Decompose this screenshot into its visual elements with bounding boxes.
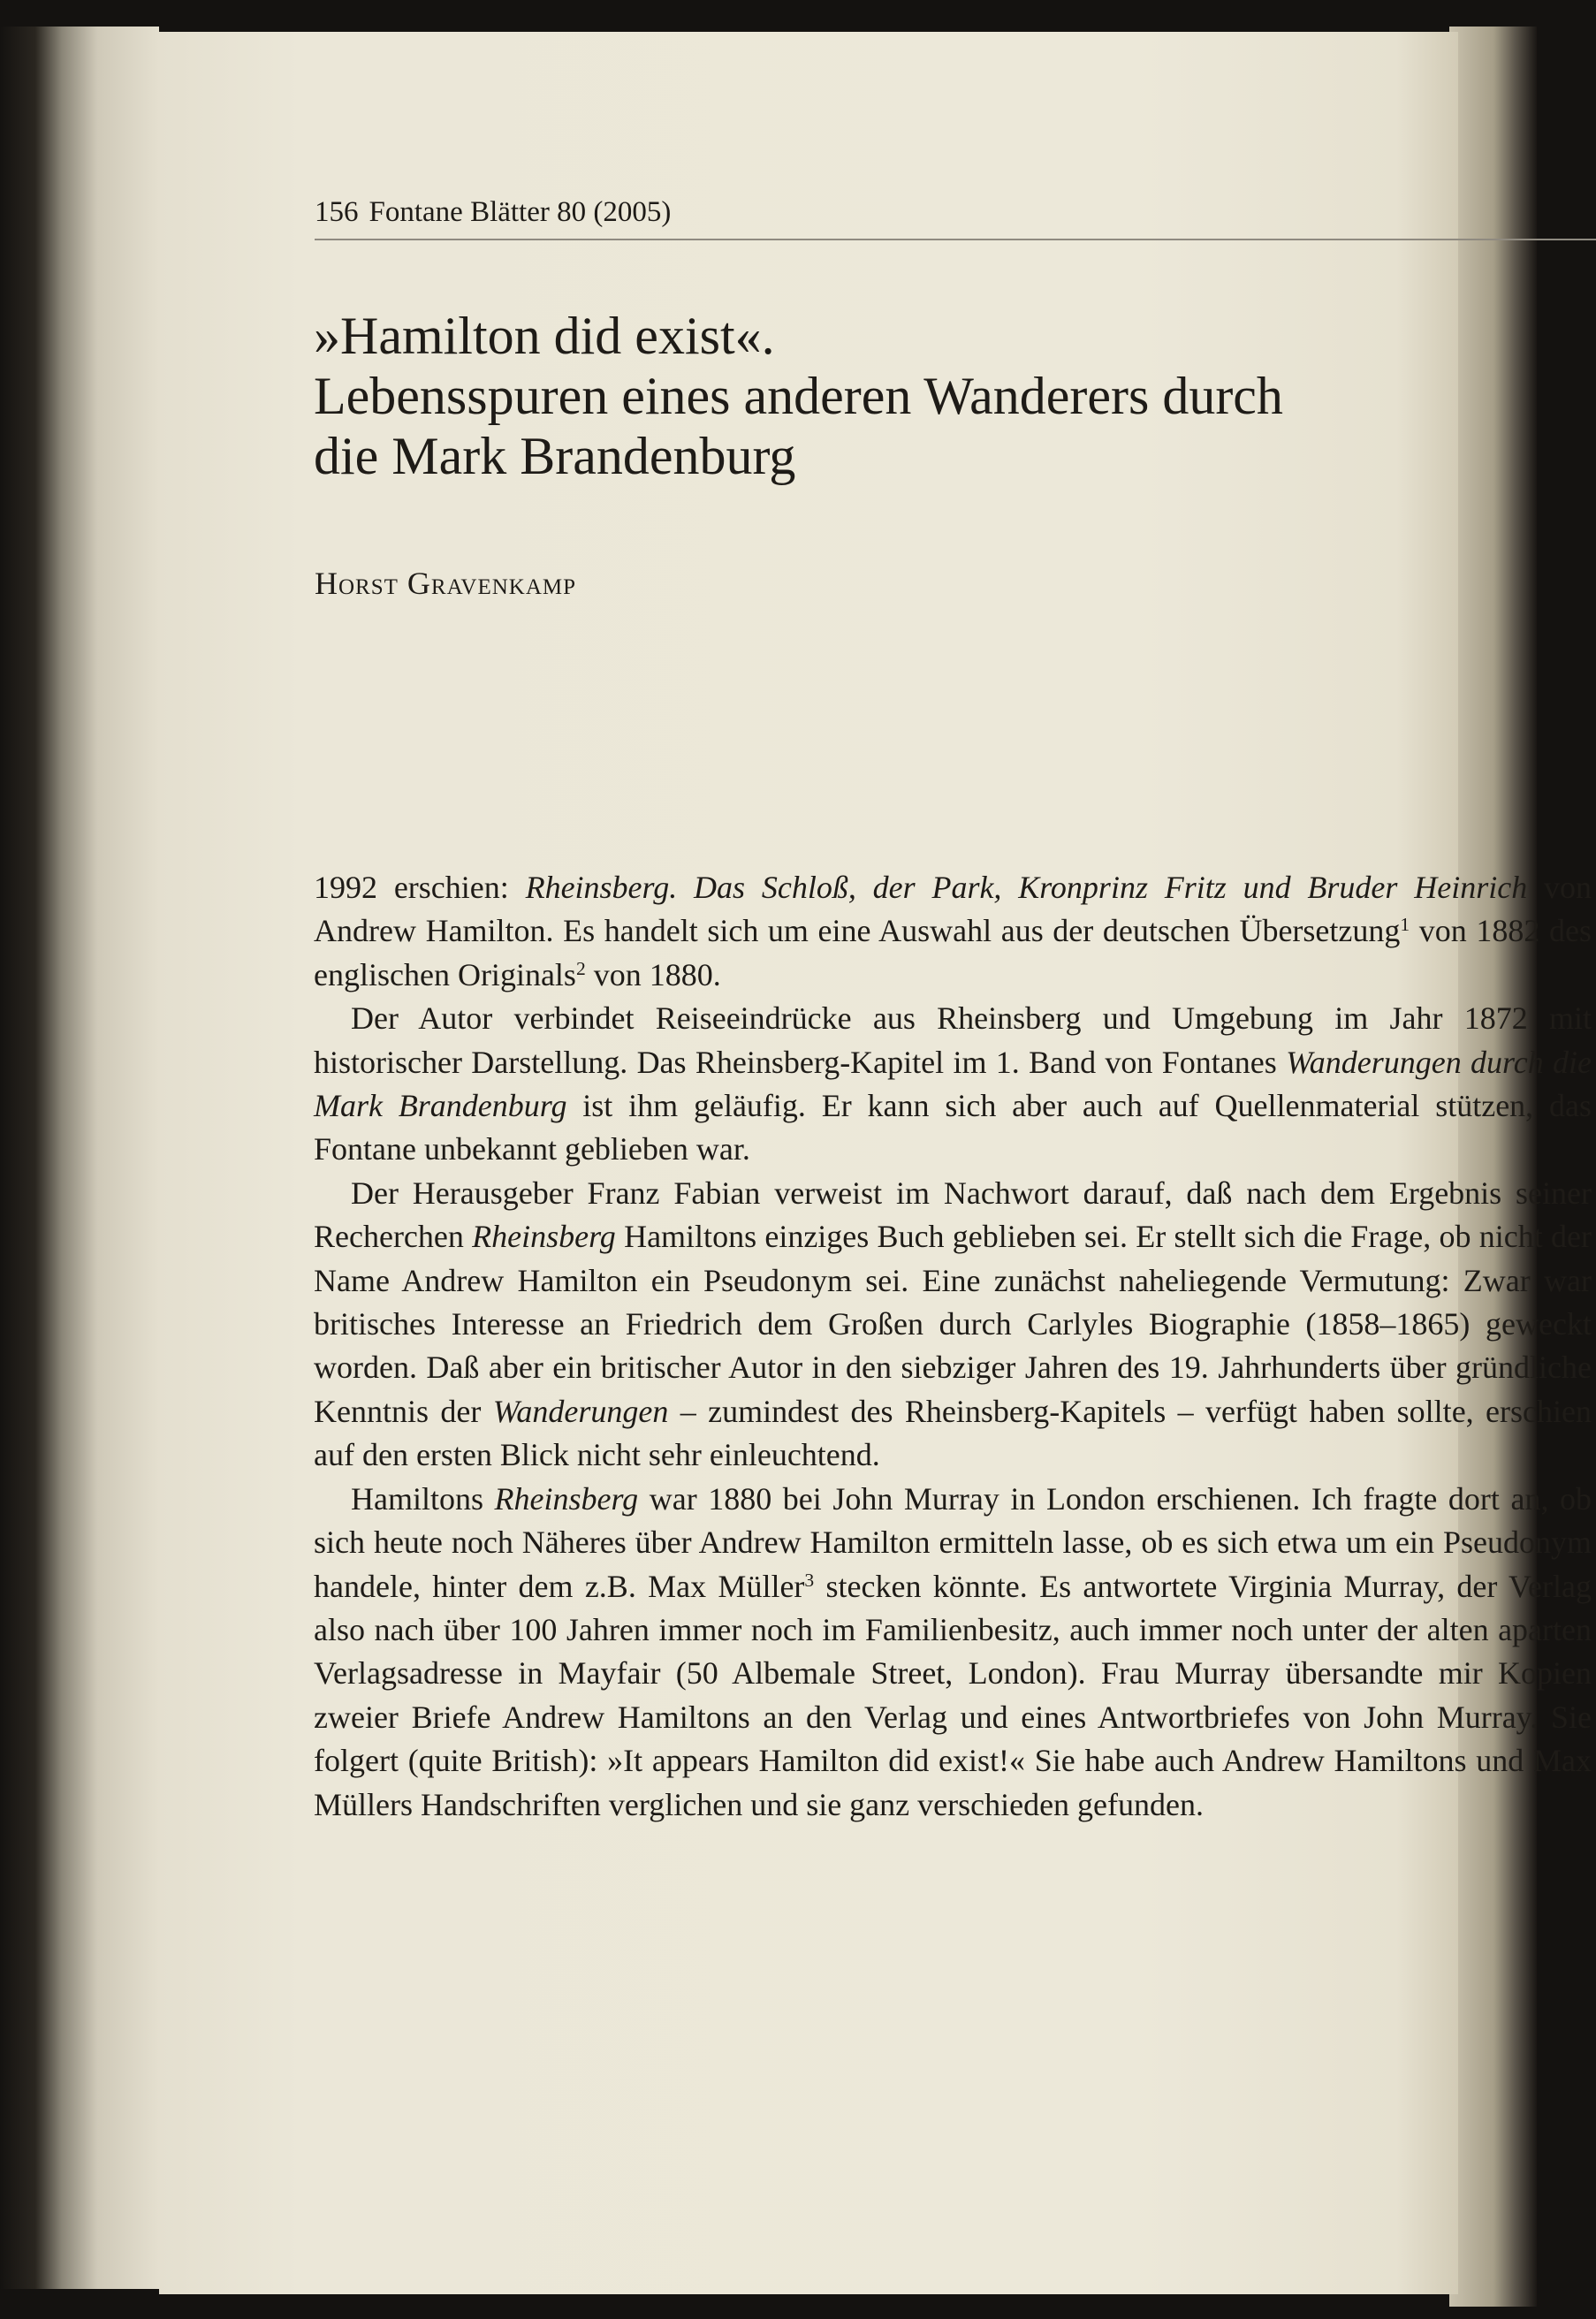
text-run: von 1882 des englischen Originals [314,913,1592,992]
text-run: Der Autor verbindet Reiseeindrücke aus Rheinsberg und Umgebung im Jahr 1872 mit historischer Darstellung. Das Rheinsberg-Kapitel im 1. Band von Fontanes [314,1000,1592,1080]
title-line-2: Lebensspuren eines anderen Wanderers durch [314,367,1283,425]
footnote-marker: 2 [575,957,586,979]
text-run: von Andrew Hamilton. Es handelt sich um eine Auswahl aus der deutschen Übersetzung [314,870,1592,949]
paragraph-1 [314,866,1592,997]
text-run: 1992 erschien: [314,870,526,905]
text-run: stecken könnte. Es antwortete Virginia Murray, der Verlag also nach über 100 Jahren immer noch im Familienbesitz, auch immer noch unter der alten aparten Verlagsadresse in Mayfair (50 Albemale Street, London). Frau Murray übersandte mir Kopien zweier Briefe Andrew Hamiltons an den Verlag und eines Antwortbriefes von John Murray. Sie folgert (quite British): »It appears Hamilton did exist!« Sie habe auch Andrew Hamiltons und Max Müllers Handschriften verglichen und sie ganz verschieden gefunden. [314,1568,1592,1822]
footnote-marker: 3 [804,1569,815,1591]
book-title-italic: Rheinsberg [472,1219,616,1255]
text-run: war 1880 bei John Murray in London erschienen. Ich fragte dort an, ob sich heute noch Näheres über Andrew Hamilton ermitteln lasse, ob es sich etwa um ein Pseudonym handele, hinter dem z.B. Max Müller [314,1480,1592,1604]
title-line-1: »Hamilton did exist«. [314,307,775,365]
book-title-italic: Rheinsberg. Das Schloß, der Park, Kronprinz Fritz und Bruder Heinrich [525,870,1528,905]
book-title-italic: Wanderungen durch die Mark Brandenburg [314,1044,1592,1124]
book-page-edge-left [0,27,159,2289]
book-title-italic: Wanderungen [492,1393,669,1429]
article-title [314,306,1569,486]
text-run: – zumindest des Rheinsberg-Kapitels – verfügt haben sollte, erschien auf den ersten Blick nicht sehr einleuchtend. [314,1393,1592,1473]
article-body [314,866,1592,1827]
book-title-italic: Rheinsberg [494,1480,639,1517]
journal-title: Fontane Blätter 80 (2005) [369,196,672,228]
paragraph-2 [314,997,1592,1172]
author-name: Horst Gravenkamp [315,566,577,601]
running-head [315,196,1596,240]
book-page [159,32,1592,2294]
paragraph-4 [314,1478,1592,1827]
text-run: von 1880. [585,956,721,992]
paragraph-3 [314,1172,1592,1478]
text-run: Hamiltons [351,1480,495,1517]
text-run: ist ihm geläufig. Er kann sich aber auch auf Quellenmaterial stützen, das Fontane unbekannt geblieben war. [314,1088,1592,1167]
text-run: Hamiltons einziges Buch geblieben sei. Er stellt sich die Frage, ob nicht der Name Andrew Hamilton ein Pseudonym sei. Eine zunächst naheliegende Vermutung: Zwar war britisches Interesse an Friedrich dem Großen durch Carlyles Biographie (1858–1865) geweckt worden. Daß aber ein britischer Autor in den siebziger Jahren des 19. Jahrhunderts über gründliche Kenntnis der [314,1219,1592,1429]
footnote-marker: 1 [1400,914,1410,936]
text-run: Der Herausgeber Franz Fabian verweist im Nachwort darauf, daß nach dem Ergebnis seiner Recherchen [314,1175,1592,1255]
title-line-3: die Mark Brandenburg [314,427,796,485]
page-number: 156 [315,196,359,228]
